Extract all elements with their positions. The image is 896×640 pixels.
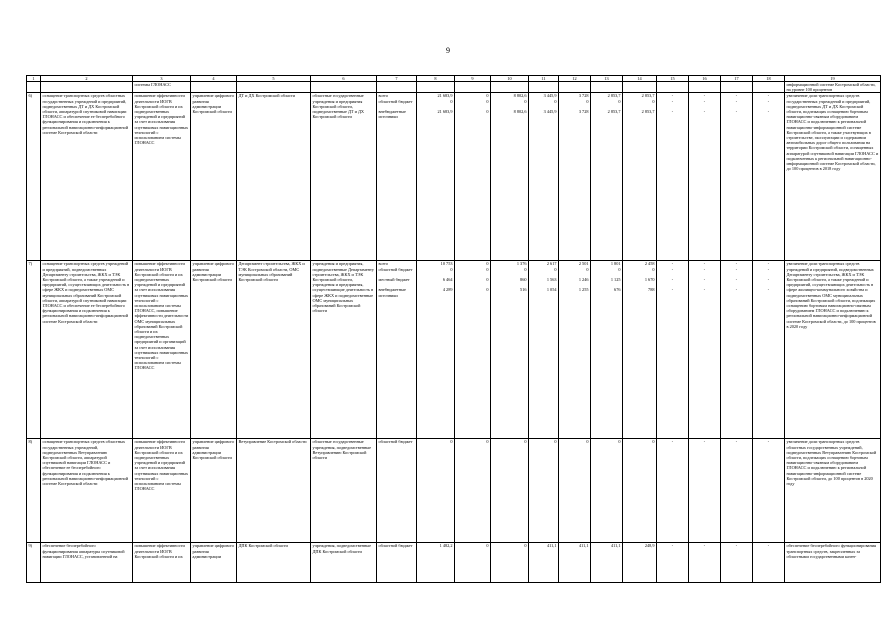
funding-value: 1 246	[578, 277, 589, 282]
column-number: 13	[591, 76, 623, 82]
funding-value: -	[767, 543, 770, 549]
funding-column-c16	[689, 93, 721, 261]
funding-value: 0	[618, 98, 621, 104]
funding-value: 0	[524, 439, 527, 445]
funding-column-c17	[721, 261, 753, 439]
target-indicator: увеличение доли транспортных средств государственных учреждений и предприятий, подведомственных ДТ и ДХ Костромской области, подлежащих оснащению бортовым навигационно-связным оборудованием ГЛОНАСС и подключению к региональной навигационно-информационной системе Костромской области, а также участвующих в строительстве, эксплуатации и содержании автомобильных дорог общего пользования на территории Костромской области, оснащенных аппаратурой спутниковой навигации ГЛОНАСС и подключенных к региональной навигационно-информационной системе Костромской области, до 100 процентов в 2018 году	[785, 93, 881, 261]
funding-column-c18	[753, 543, 785, 583]
funding-column-c8	[417, 261, 455, 439]
table-cell	[491, 82, 529, 93]
expected-result: повышение эффективности деятельности ИОГВ Костромской области и их подведомственных учреждений и предприятий за счет использования спутниковых навигационных технологий с использованием системы ГЛОНАСС	[133, 93, 191, 261]
column-number: 1	[27, 76, 41, 82]
column-number: 8	[417, 76, 455, 82]
table-cell	[417, 82, 455, 93]
funding-column-c13	[591, 439, 623, 543]
activity-name: обеспечение бесперебойного функционирования аппаратуры спутниковой навигации ГЛОНАСС, установленной на	[41, 543, 133, 583]
funding-value: 1 255	[578, 287, 589, 293]
funding-value: -	[735, 98, 738, 104]
column-number: 9	[455, 76, 491, 82]
funding-value: 0	[524, 98, 527, 104]
funding-value: -	[703, 98, 706, 104]
funding-value: -	[735, 266, 738, 272]
funding-value: 3 728	[578, 109, 589, 114]
funding-value: 0	[524, 543, 527, 549]
column-number: 18	[753, 76, 785, 82]
table-row	[27, 93, 881, 261]
funding-value: -	[735, 439, 738, 445]
column-number: 12	[559, 76, 591, 82]
funding-value: 0	[652, 439, 655, 445]
funding-column-c15	[657, 543, 689, 583]
funding-value: -	[767, 261, 770, 267]
column-number: 10	[491, 76, 529, 82]
column-number: 19	[785, 76, 881, 82]
funding-value: 10 753	[440, 261, 453, 267]
funding-value: 411,1	[610, 543, 621, 549]
funding-value: -	[767, 93, 770, 99]
funding-column-c15	[657, 439, 689, 543]
funding-column-c16	[689, 543, 721, 583]
funding-column-c14	[623, 439, 657, 543]
funding-value: 0	[486, 98, 489, 104]
funding-source: областной бюджет	[378, 266, 413, 272]
funding-column-c10	[491, 93, 529, 261]
row-number: 8)	[27, 439, 41, 543]
funding-value: -	[703, 439, 706, 445]
funding-value: 0	[554, 439, 557, 445]
participants: учреждения и предприятия, подведомственные Департаменту строительства, ЖКХ и ТЭК Костромской области, учреждения и предприятия, осуществляющие деятельность в сфере ЖКХ и подведомственные ОМС муниципальных образований Костромской области	[311, 261, 377, 439]
table-cell	[559, 82, 591, 93]
funding-column-c9	[455, 93, 491, 261]
funding-value: -	[671, 543, 674, 549]
funding-value: 788	[648, 287, 655, 293]
funding-value: 2 853,7	[641, 93, 655, 99]
continuation-row	[27, 82, 881, 93]
row-number: 6)	[27, 93, 41, 261]
expected-result: повышение эффективности деятельности ИОГВ Костромской области и их подведомственных учреждений и предприятий за счет использования спутниковых навигационных технологий с использованием системы ГЛОНАСС	[133, 439, 191, 543]
table-cell	[237, 82, 311, 93]
funding-value: -	[671, 277, 674, 282]
funding-column-c18	[753, 93, 785, 261]
row-number: 9)	[27, 543, 41, 583]
table-cell	[377, 82, 417, 93]
funding-column-c10	[491, 261, 529, 439]
funding-value: -	[767, 277, 770, 282]
funding-source: областной бюджет	[378, 543, 413, 549]
funding-column-c17	[721, 439, 753, 543]
funding-sources	[377, 93, 417, 261]
funding-column-c12	[559, 93, 591, 261]
table-cell	[529, 82, 559, 93]
column-number: 14	[623, 76, 657, 82]
funding-value: 0	[450, 266, 453, 272]
funding-column-c13	[591, 543, 623, 583]
funding-value: 3 728	[578, 93, 589, 99]
funding-value: 0	[554, 266, 557, 272]
funding-sources	[377, 439, 417, 543]
funding-column-c9	[455, 439, 491, 543]
coordinator: управление цифрового развития администрации	[191, 543, 237, 583]
funding-value: -	[735, 93, 738, 99]
funding-value: -	[703, 93, 706, 99]
funding-sources	[377, 543, 417, 583]
funding-column-c10	[491, 439, 529, 543]
funding-value: 8 802,6	[513, 109, 527, 114]
funding-value: -	[767, 98, 770, 104]
funding-value: 21 683,9	[437, 109, 453, 114]
funding-value: 2 853,7	[641, 109, 655, 114]
funding-column-c12	[559, 261, 591, 439]
funding-column-c9	[455, 261, 491, 439]
funding-value: 0	[652, 98, 655, 104]
funding-value: 4 289	[442, 287, 453, 293]
activity-name: оснащение транспортных средств областных государственных учреждений и предприятий, подведомственных ДТ и ДХ Костромской области, аппаратурой спутниковой навигации ГЛОНАСС и обеспечение ее бесперебойного функционирования и подключения к региональной навигационно-информационной системе Костромской области	[41, 93, 133, 261]
column-number: 3	[133, 76, 191, 82]
table-cell	[41, 82, 133, 93]
funding-value: 1 670	[644, 277, 655, 282]
funding-value: 0	[486, 439, 489, 445]
funding-source: внебюджетные источники	[378, 109, 406, 120]
funding-value: 0	[486, 261, 489, 267]
column-number: 5	[237, 76, 311, 82]
funding-value: -	[735, 543, 738, 549]
funding-value: 0	[486, 277, 489, 282]
funding-column-c18	[753, 261, 785, 439]
funding-value: -	[735, 277, 738, 282]
funding-value: -	[767, 287, 770, 293]
funding-value: 2 617	[546, 261, 557, 267]
funding-value: -	[703, 277, 706, 282]
funding-value: 248,9	[644, 543, 655, 549]
funding-value: -	[703, 543, 706, 549]
funding-value: 0	[486, 109, 489, 114]
funding-value: 21 683,9	[437, 93, 453, 99]
funding-value: 0	[618, 266, 621, 272]
funding-value: 3 445,9	[543, 93, 557, 99]
participants: областные государственные учреждения, подведомственные Ветуправлению Костромской области	[311, 439, 377, 543]
executor: Ветуправление Костромской области	[237, 439, 311, 543]
funding-value: -	[703, 261, 706, 267]
funding-value: 0	[450, 439, 453, 445]
funding-column-c18	[753, 439, 785, 543]
table-cell	[27, 82, 41, 93]
funding-column-c17	[721, 543, 753, 583]
funding-value: 2 853,7	[607, 93, 621, 99]
funding-value: 1 125	[610, 277, 621, 282]
funding-value: -	[671, 261, 674, 267]
target-indicator: обеспечение бесперебойного функционирования транспортных средств, закрепленных за областными государственными казен-	[785, 543, 881, 583]
funding-column-c17	[721, 93, 753, 261]
table-cell	[455, 82, 491, 93]
table-cell	[753, 82, 785, 93]
executor: ДПК Костромской области	[237, 543, 311, 583]
funding-value: 1 376	[516, 261, 527, 267]
funding-value: 516	[520, 287, 527, 293]
funding-column-c14	[623, 543, 657, 583]
funding-value: 6 464	[442, 277, 453, 282]
table-cell	[191, 82, 237, 93]
funding-value: 0	[652, 266, 655, 272]
funding-source: всего	[378, 93, 389, 99]
funding-column-c16	[689, 261, 721, 439]
table-cell	[689, 82, 721, 93]
table-cell	[311, 82, 377, 93]
table-cell	[721, 82, 753, 93]
funding-column-c12	[559, 439, 591, 543]
funding-value: 1 801	[610, 261, 621, 267]
funding-value: -	[671, 98, 674, 104]
funding-value: 0	[586, 98, 589, 104]
continuation-indicator: информационной системе Костромской области, на уровне 100 процентов	[785, 82, 881, 93]
column-number: 15	[657, 76, 689, 82]
funding-value: 860	[520, 277, 527, 282]
funding-value: 8 802,6	[513, 93, 527, 99]
funding-value: -	[767, 439, 770, 445]
table-cell	[657, 82, 689, 93]
funding-source: местный бюджет	[378, 277, 410, 282]
executor: ДТ и ДХ Костромской области	[237, 93, 311, 261]
funding-value: -	[735, 287, 738, 293]
funding-value: 1 563	[546, 277, 557, 282]
column-number: 11	[529, 76, 559, 82]
expected-result: повышение эффективности деятельности ИОГВ Костромской области и их	[133, 543, 191, 583]
row-number: 7)	[27, 261, 41, 439]
funding-column-c13	[591, 93, 623, 261]
participants: учреждения, подведомственные ДПК Костромской области	[311, 543, 377, 583]
page-number: 9	[446, 46, 450, 55]
funding-value: -	[703, 287, 706, 293]
funding-value: 0	[586, 439, 589, 445]
column-number: 7	[377, 76, 417, 82]
funding-value: -	[703, 266, 706, 272]
funding-value: -	[671, 109, 674, 114]
coordinator: управление цифрового развития администрации Костромской области	[191, 93, 237, 261]
executor: Департамент строительства, ЖКХ и ТЭК Костромской области, ОМС муниципальных образований Костромской области	[237, 261, 311, 439]
funding-value: 0	[486, 266, 489, 272]
funding-value: 411,1	[578, 543, 589, 549]
program-activities-table	[26, 75, 881, 583]
funding-column-c11	[529, 93, 559, 261]
funding-value: -	[671, 93, 674, 99]
column-number: 17	[721, 76, 753, 82]
table-row	[27, 261, 881, 439]
funding-value: -	[767, 266, 770, 272]
funding-value: 1 482,2	[439, 543, 453, 549]
funding-column-c15	[657, 261, 689, 439]
funding-value: 0	[586, 266, 589, 272]
coordinator: управление цифрового развития администрации Костромской области	[191, 439, 237, 543]
table-cell	[623, 82, 657, 93]
funding-column-c14	[623, 93, 657, 261]
funding-column-c16	[689, 439, 721, 543]
target-indicator: увеличение доли транспортных средств областных государственных учреждений, подведомственных Ветуправлению Костромской области, подлежащих оснащению бортовым навигационно-связным оборудованием ГЛОНАСС и подключению к региональной навигационно-информационной системе Костромской области, до 100 процентов в 2020 году	[785, 439, 881, 543]
table-cell	[591, 82, 623, 93]
funding-value: 411,1	[546, 543, 557, 549]
funding-value: -	[735, 261, 738, 267]
funding-value: 1 054	[546, 287, 557, 293]
expected-result: повышение эффективности деятельности ИОГВ Костромской области и их подведомственных учреждений и предприятий за счет использования спутниковых навигационных технологий с использованием системы ГЛОНАСС, повышение эффективности деятельности ОМС муниципальных образований Костромской области и их подведомственных предприятий и организаций за счет использования спутниковых навигационных технологий с использованием системы ГЛОНАСС	[133, 261, 191, 439]
funding-column-c11	[529, 261, 559, 439]
funding-value: -	[671, 287, 674, 293]
column-number: 2	[41, 76, 133, 82]
column-number: 16	[689, 76, 721, 82]
funding-value: 3 445,9	[543, 109, 557, 114]
funding-column-c8	[417, 439, 455, 543]
table-row	[27, 543, 881, 583]
funding-value: 2 458	[644, 261, 655, 267]
funding-column-c14	[623, 261, 657, 439]
target-indicator: увеличение доли транспортных средств учреждений и предприятий, подведомственных Департаменту строительства, ЖКХ и ТЭК Костромской области, а также учреждений и предприятий, осуществляющих деятельность в сфере жилищно-коммунального хозяйства и подведомственных ОМС муниципальных образований Костромской области, подлежащих оснащению бортовым навигационно-связным оборудованием ГЛОНАСС и подключению к региональной навигационно-информационной системе Костромской области, до 100 процентов в 2020 году	[785, 261, 881, 439]
funding-sources	[377, 261, 417, 439]
table-row	[27, 439, 881, 543]
activity-name: оснащение транспортных средств учреждений и предприятий, подведомственных Департаменту строительства, ЖКХ и ТЭК Костромской области, а также учреждений и предприятий, осуществляющих деятельность в сфере ЖКХ и подведомственных ОМС муниципальных образований Костромской области, аппаратурой спутниковой навигации ГЛОНАСС и обеспечение ее бесперебойного функционирования и подключения к региональной навигационно-информационной системе Костромской области	[41, 261, 133, 439]
funding-column-c12	[559, 543, 591, 583]
funding-source: всего	[378, 261, 389, 267]
participants: областные государственные учреждения и предприятия Костромской области, подведомственные ДТ и ДХ Костромской области	[311, 93, 377, 261]
funding-value: -	[767, 109, 770, 114]
funding-column-c9	[455, 543, 491, 583]
column-number: 6	[311, 76, 377, 82]
funding-column-c10	[491, 543, 529, 583]
funding-value: 0	[486, 287, 489, 293]
funding-value: -	[671, 266, 674, 272]
funding-value: 0	[486, 93, 489, 99]
funding-column-c8	[417, 543, 455, 583]
funding-value: -	[703, 109, 706, 114]
funding-column-c11	[529, 543, 559, 583]
funding-value: 0	[486, 543, 489, 549]
funding-column-c13	[591, 261, 623, 439]
funding-source: внебюджетные источники	[378, 287, 406, 298]
funding-value: 0	[524, 266, 527, 272]
funding-value: 676	[614, 287, 621, 293]
funding-value: 0	[618, 439, 621, 445]
activity-name: оснащение транспортных средств областных государственных учреждений, подведомственных Ветуправлению Костромской области, аппаратурой спутниковой навигации ГЛОНАСС и обеспечение ее бесперебойного функционирования и подключения к региональной навигационно-информационной системе Костромской области	[41, 439, 133, 543]
funding-column-c15	[657, 93, 689, 261]
funding-value: 0	[450, 98, 453, 104]
funding-value: -	[671, 439, 674, 445]
funding-source: областной бюджет	[378, 98, 413, 104]
funding-column-c11	[529, 439, 559, 543]
funding-column-c8	[417, 93, 455, 261]
funding-value: 0	[554, 98, 557, 104]
funding-value: 2 853,7	[607, 109, 621, 114]
column-number: 4	[191, 76, 237, 82]
funding-value: 2 501	[578, 261, 589, 267]
funding-value: -	[735, 109, 738, 114]
coordinator: управление цифрового развития администрации Костромской области	[191, 261, 237, 439]
continuation-text: системы ГЛОНАСС	[133, 82, 191, 93]
funding-source: областной бюджет	[378, 439, 413, 445]
